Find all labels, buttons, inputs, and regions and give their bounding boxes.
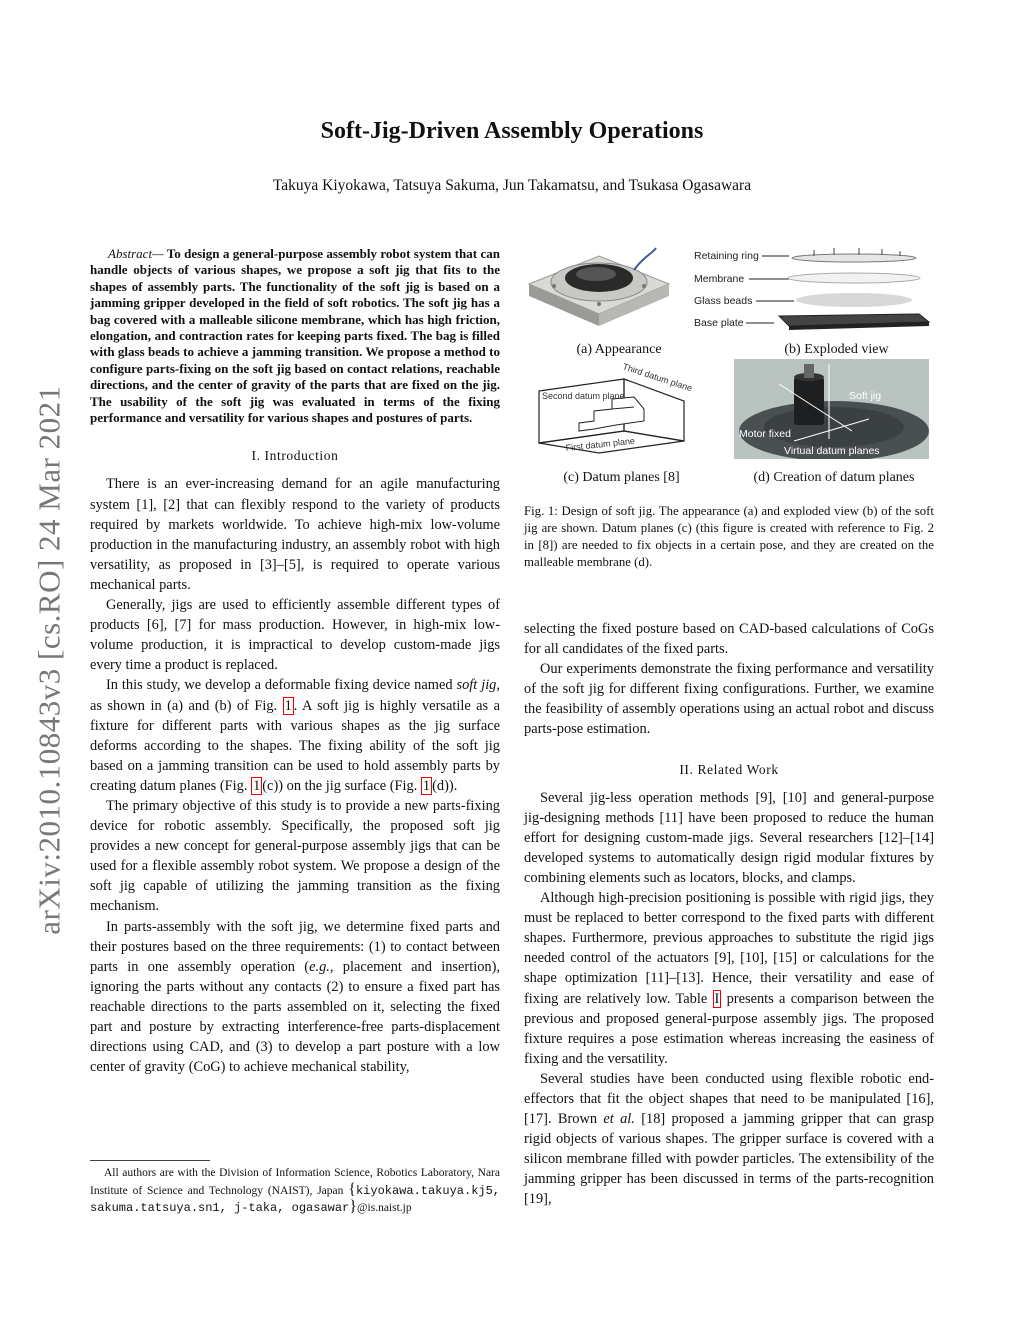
- intro-paragraph-4: The primary objective of this study is to provide a new parts-fixing device for robotic assembly. Specifically, the proposed soft jig provides a new concept for general-purpose assembly jigs that can be used for a flexible assembly robot system. We propose a design of the soft jig capable of utilizing the jamming transition as the fixing mechanism.: [90, 797, 500, 915]
- left-column: [90, 246, 500, 1077]
- related-p3-text-b: [18] proposed a jamming gripper that can grasp rigid objects of various shapes. The gripper surface is covered with a silicon membrane filled with powder particles. The extensibility of the jamming gripper has been discussed in terms of the parts-recognition [19],: [524, 1111, 934, 1208]
- experiments-paragraph: Our experiments demonstrate the fixing performance and versatility of the soft jig for different fixing configurations. Further, we examine the feasibility of assembly operations using an actual robot and discuss parts-pose estimation.: [524, 661, 934, 738]
- figure-1: [524, 246, 934, 491]
- caption-d: (d) Creation of datum planes: [753, 470, 915, 485]
- intro-paragraph-2: Generally, jigs are used to efficiently assemble different types of products [6], [7] for mass production. However, in high-mix low-volume production, it is impractical to develop custom-made jigs every time a product is replaced.: [90, 597, 500, 674]
- section-heading-related-work: II. Related Work: [679, 761, 779, 777]
- label-motor-fixed: Motor fixed: [739, 428, 791, 440]
- exploded-view-diagram: [694, 246, 934, 331]
- right-body: [524, 619, 934, 1210]
- email-domain: @is.naist.jp: [356, 1202, 412, 1214]
- table-1-link[interactable]: I: [714, 990, 720, 1007]
- intro-paragraph-1: There is an ever-increasing demand for an agile manufacturing system [1], [2] that can flexibly respond to the variety of products required by markets worldwide. To achieve high-mix low-volume production in the manufacturing industry, an assembly robot with high versatility, as proposed in [3]–[5], is required to operate various mechanical parts.: [90, 476, 500, 593]
- footnote-affiliation: All authors are with the Division of Information Science, Robotics Laboratory, Nara Institute of Science and Technology (NAIST), Japan: [90, 1167, 500, 1197]
- label-base-plate: Base plate: [694, 317, 744, 329]
- soft-jig-term: soft jig: [456, 677, 497, 694]
- author-emails: kiyokawa.takuya.kj5, sakuma.tatsuya.sn1, j-taka, ogasawar: [90, 1183, 500, 1215]
- label-membrane: Membrane: [694, 273, 745, 285]
- related-work-paragraph-1: Several jig-less operation methods [9], [10] and general-purpose jig-designing methods [11] have been proposed to reduce the human effort for designing custom-made jigs. Several researchers [12]–[14] developed systems to automatically design rigid modular fixtures by combining elements such as locators, blocks, and clamps.: [524, 789, 934, 886]
- arxiv-sidebar: [22, 340, 78, 980]
- related-work-paragraph-3: [524, 1069, 934, 1210]
- intro-p5-text-b: placement and insertion), ignoring the parts without any contacts (2) to ensure a fixed part has reachable directions to the parts assembled on it, selecting the fixed part and posture by extracting interference-free parts-displacement directions using CAD, and (3) to develop a part posture with a low center of gravity (CoG) to achieve mechanical stability,: [90, 958, 500, 1076]
- eg-term: e.g.,: [309, 958, 334, 975]
- caption-a: (a) Appearance: [576, 342, 662, 357]
- abstract-label: Abstract: [108, 246, 153, 261]
- brace-close: }: [349, 1198, 357, 1215]
- arxiv-identifier: arXiv:2010.10843v3 [cs.RO] 24 Mar 2021: [32, 385, 68, 935]
- label-virtual-datum-planes: Virtual datum planes: [784, 445, 880, 457]
- intro-p5-text-a: In parts-assembly with the soft jig, we determine fixed parts and their postures based on the three requirements: (1) to contact between parts in one assembly operation (: [90, 918, 500, 975]
- paper-title: Soft-Jig-Driven Assembly Operations: [320, 118, 704, 144]
- intro-continuation: selecting the fixed posture based on CAD-based calculations of CoGs for all candidates of the fixed parts.: [524, 621, 934, 658]
- figure-1-link[interactable]: 1: [422, 777, 431, 794]
- caption-b: (b) Exploded view: [784, 342, 889, 357]
- appearance-photo: [524, 246, 674, 331]
- abstract: [90, 246, 500, 426]
- intro-p3-text-a: In this study, we develop a deformable fixing device named: [106, 677, 457, 694]
- footnote-rule: [90, 1160, 210, 1161]
- author-affiliation-footnote: [90, 1166, 500, 1217]
- intro-p3-text-c: . A soft jig is highly versatile as a fixture for different parts with various shapes as the jig surface deforms according to the shapes. The fixing ability of the soft jig based on a jamming transition can be used to hold assembly parts by creating datum planes (Fig.: [90, 697, 500, 794]
- related-p3-text-a: Several studies have been conducted using flexible robotic end-effectors that fit the object shapes that need to be manipulated [16], [17]. Brown: [524, 1070, 934, 1128]
- related-work-paragraph-2: [524, 888, 934, 1069]
- figure-1-link[interactable]: 1: [284, 697, 292, 714]
- label-soft-jig: Soft jig: [849, 390, 882, 402]
- intro-paragraph-3: [90, 675, 500, 796]
- abstract-text: To design a general-purpose assembly robot system that can handle objects of various shapes, we propose a soft jig that fits to the shapes of assembly parts. The functionality of the soft jig is based on a jamming gripper developed in the field of soft robotics. The soft jig has a bag covered with a malleable silicone membrane, which has high friction, elongation, and contraction rates for keeping parts fixed. The bag is filled with glass beads to achieve a jamming transition. We propose a method to configure parts-fixing on the soft jig based on contact relations, reachable directions, and the center of gravity of the parts that are fixed on the jig. The usability of the soft jig was evaluated in terms of the fixing performance and versatility for various shapes and postures of parts.: [90, 246, 500, 426]
- label-glass-beads: Glass beads: [694, 295, 753, 307]
- label-retaining-ring: Retaining ring: [694, 250, 759, 262]
- section-heading-introduction: I. Introduction: [251, 448, 339, 464]
- datum-creation-photo: [734, 359, 929, 459]
- abstract-dash: —: [152, 246, 164, 261]
- figure-1-caption-text: Design of soft jig. The appearance (a) and exploded view (b) of the soft jig are shown. Datum planes (c) (this figure is created with reference to Fig. 2 in [8]) are needed to fix objects in a certain pose, and they are created on the malleable membrane (d).: [524, 504, 934, 569]
- figure-1-caption: [524, 503, 934, 571]
- intro-p3-text-e: (d)).: [432, 777, 458, 794]
- figure-1-link[interactable]: 1: [253, 777, 261, 794]
- right-column: [524, 246, 934, 1210]
- label-first-datum-plane: First datum plane: [565, 435, 636, 453]
- label-second-datum-plane: Second datum plane: [542, 391, 625, 401]
- figure-1-label: Fig. 1:: [524, 504, 558, 518]
- et-al-term: et al.: [603, 1111, 635, 1128]
- author-list: Takuya Kiyokawa, Tatsuya Sakuma, Jun Takamatsu, and Tsukasa Ogasawara: [272, 177, 752, 194]
- related-p2-text-b: presents a comparison between the previous and proposed general-purpose assembly jigs. The proposed fixture requires a pose estimation whereas increasing the easiness of fixing and the versatility.: [524, 990, 934, 1067]
- brace-open: {: [348, 1180, 356, 1198]
- label-third-datum-plane: Third datum plane: [621, 361, 694, 394]
- caption-c: (c) Datum planes [8]: [563, 470, 680, 485]
- related-p2-text-a: Although high-precision positioning is possible with rigid jigs, they must be replaced to better correspond to the fixed parts with different shapes. Furthermore, previous approaches to substitute the rigid jigs needed control of the actuators [9], [10], [15] or calculations for the shape optimization [11]–[13]. Hence, their versatility and ease of fixing are relatively low. Table: [524, 890, 934, 1007]
- intro-p3-text-b: , as shown in (a) and (b) of Fig.: [90, 677, 500, 714]
- datum-planes-diagram: [534, 361, 699, 456]
- intro-p3-text-d: (c)) on the jig surface (Fig.: [262, 777, 421, 794]
- intro-paragraph-5: [90, 917, 500, 1078]
